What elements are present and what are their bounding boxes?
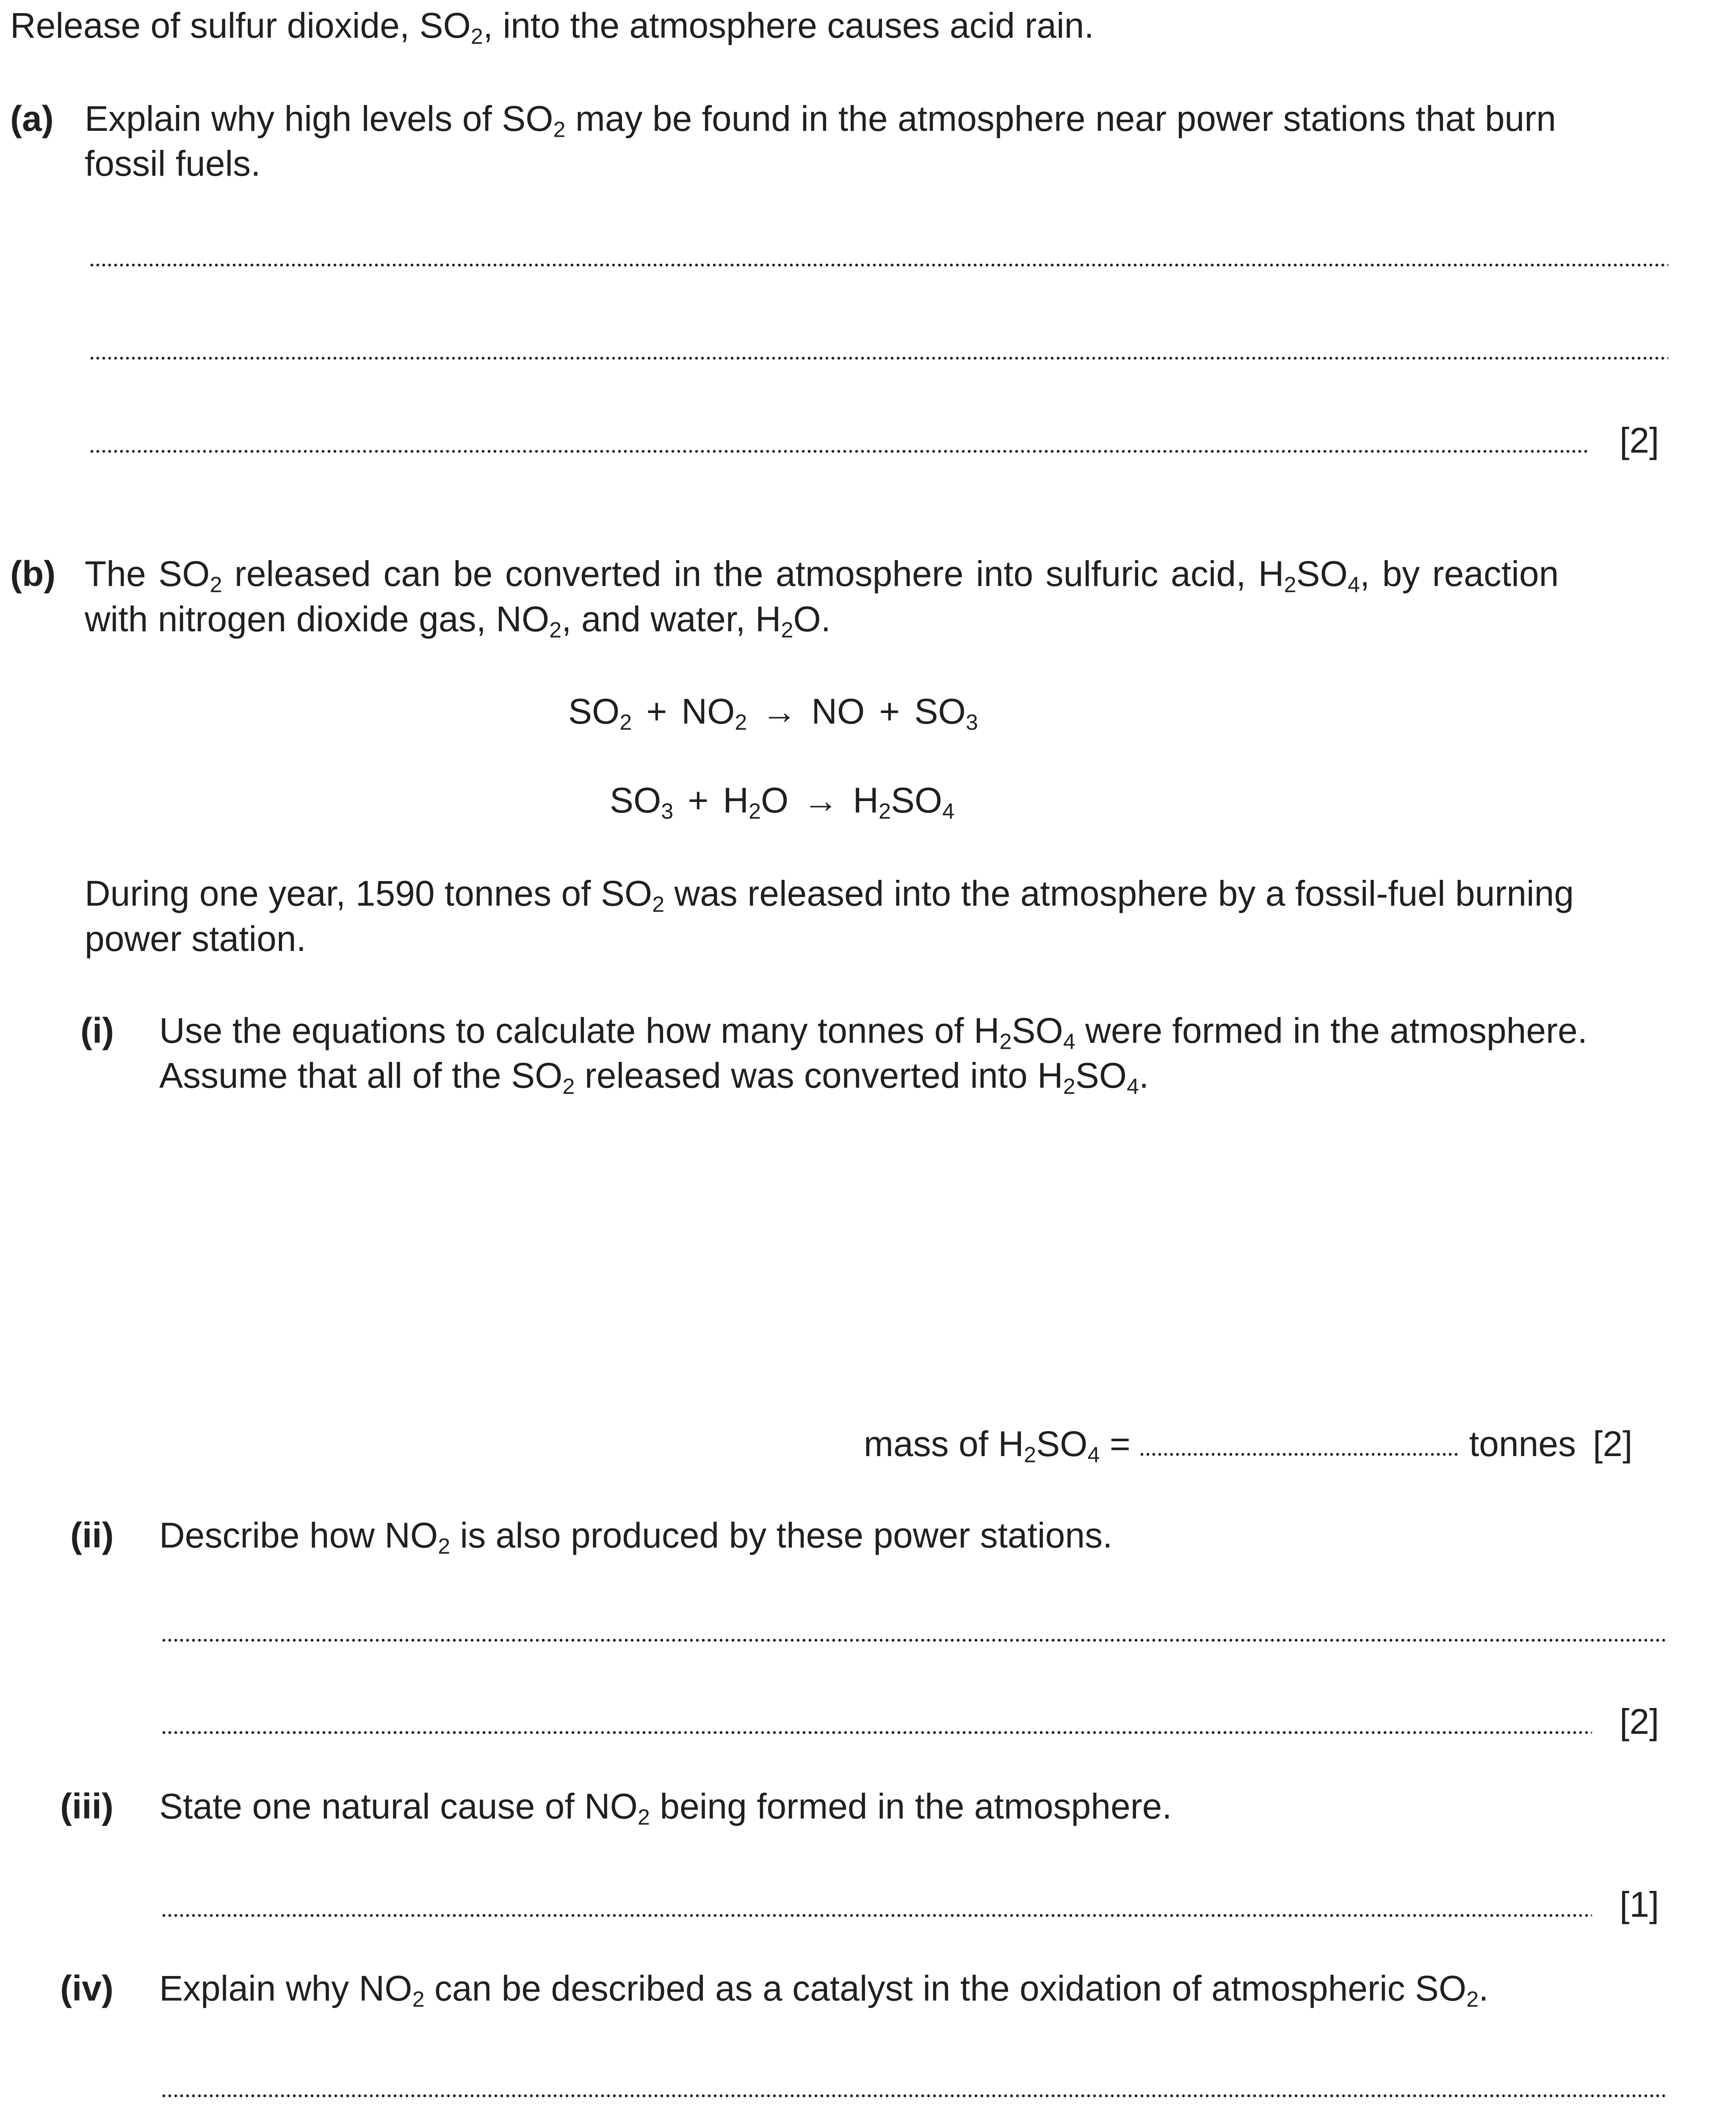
answer-line-a-2[interactable] (89, 357, 1668, 360)
answer-line-ii-2[interactable] (161, 1731, 1592, 1734)
part-a-question-line1: Explain why high levels of $SO_2$ may be found in the atmosphere near power stations that burn (85, 99, 1556, 142)
part-a-label: (a) (10, 99, 54, 138)
part-b-data-line2: power station. (85, 919, 306, 959)
intro-text: Release of sulfur dioxide, $SO_2$, into the atmosphere causes acid rain. (10, 6, 1094, 49)
reaction-arrow-icon: → (761, 691, 797, 731)
sub-iii-label: (iii) (60, 1786, 113, 1826)
answer-line-iii-1[interactable] (161, 1914, 1592, 1917)
sub-i-question-line1: Use the equations to calculate how many tonnes of $H_2SO_4$ were formed in the atmosphere. (159, 1011, 1588, 1054)
part-b-label: (b) (10, 554, 56, 594)
answer-line-iv-1[interactable] (161, 2094, 1668, 2098)
answer-line-a-1[interactable] (89, 263, 1668, 267)
sub-i-marks: [2] (1593, 1424, 1633, 1464)
part-b-intro-line1: The $SO_2$ released can be converted in the atmosphere into sulfuric acid, $H_2SO_4$, by reaction (85, 554, 1559, 597)
mass-label: mass of $H_2SO_4$ = (864, 1424, 1131, 1468)
sub-ii-question: Describe how $NO_2$ is also produced by these power stations. (159, 1515, 1113, 1559)
part-b-intro-line2: with nitrogen dioxide gas, $NO_2$, and water, $H_2O$. (85, 599, 831, 643)
sub-iv-question: Explain why $NO_2$ can be described as a catalyst in the oxidation of atmospheric $SO_2$. (159, 1968, 1489, 2012)
answer-line-ii-1[interactable] (161, 1639, 1668, 1642)
reaction-arrow-icon: → (803, 780, 839, 820)
sub-ii-marks: [2] (1620, 1702, 1659, 1741)
sub-iii-question: State one natural cause of $NO_2$ being formed in the atmosphere. (159, 1786, 1172, 1830)
sub-ii-label: (ii) (70, 1515, 114, 1555)
sub-i-question-line2: Assume that all of the $SO_2$ released was converted into $H_2SO_4$. (159, 1056, 1149, 1099)
sub-iii-marks: [1] (1620, 1885, 1659, 1924)
mass-unit: tonnes (1469, 1424, 1576, 1464)
part-a-question-line2: fossil fuels. (85, 144, 261, 183)
sub-iv-label: (iv) (60, 1968, 113, 2008)
part-b-data-line1: During one year, 1590 tonnes of $SO_2$ was released into the atmosphere by a fossil-fuel burning (85, 873, 1574, 917)
mass-answer-line (864, 1423, 1633, 1468)
answer-line-a-3[interactable] (89, 450, 1588, 453)
equation-2: $SO_3 + H_2O \to H_2SO_4$ (610, 780, 955, 824)
mass-answer-field[interactable] (1139, 1453, 1461, 1456)
part-a-marks: [2] (1620, 420, 1659, 460)
sub-i-label: (i) (80, 1011, 114, 1050)
equation-1: $SO_2 + NO_2$ → NO + $SO_3$ (568, 691, 978, 735)
